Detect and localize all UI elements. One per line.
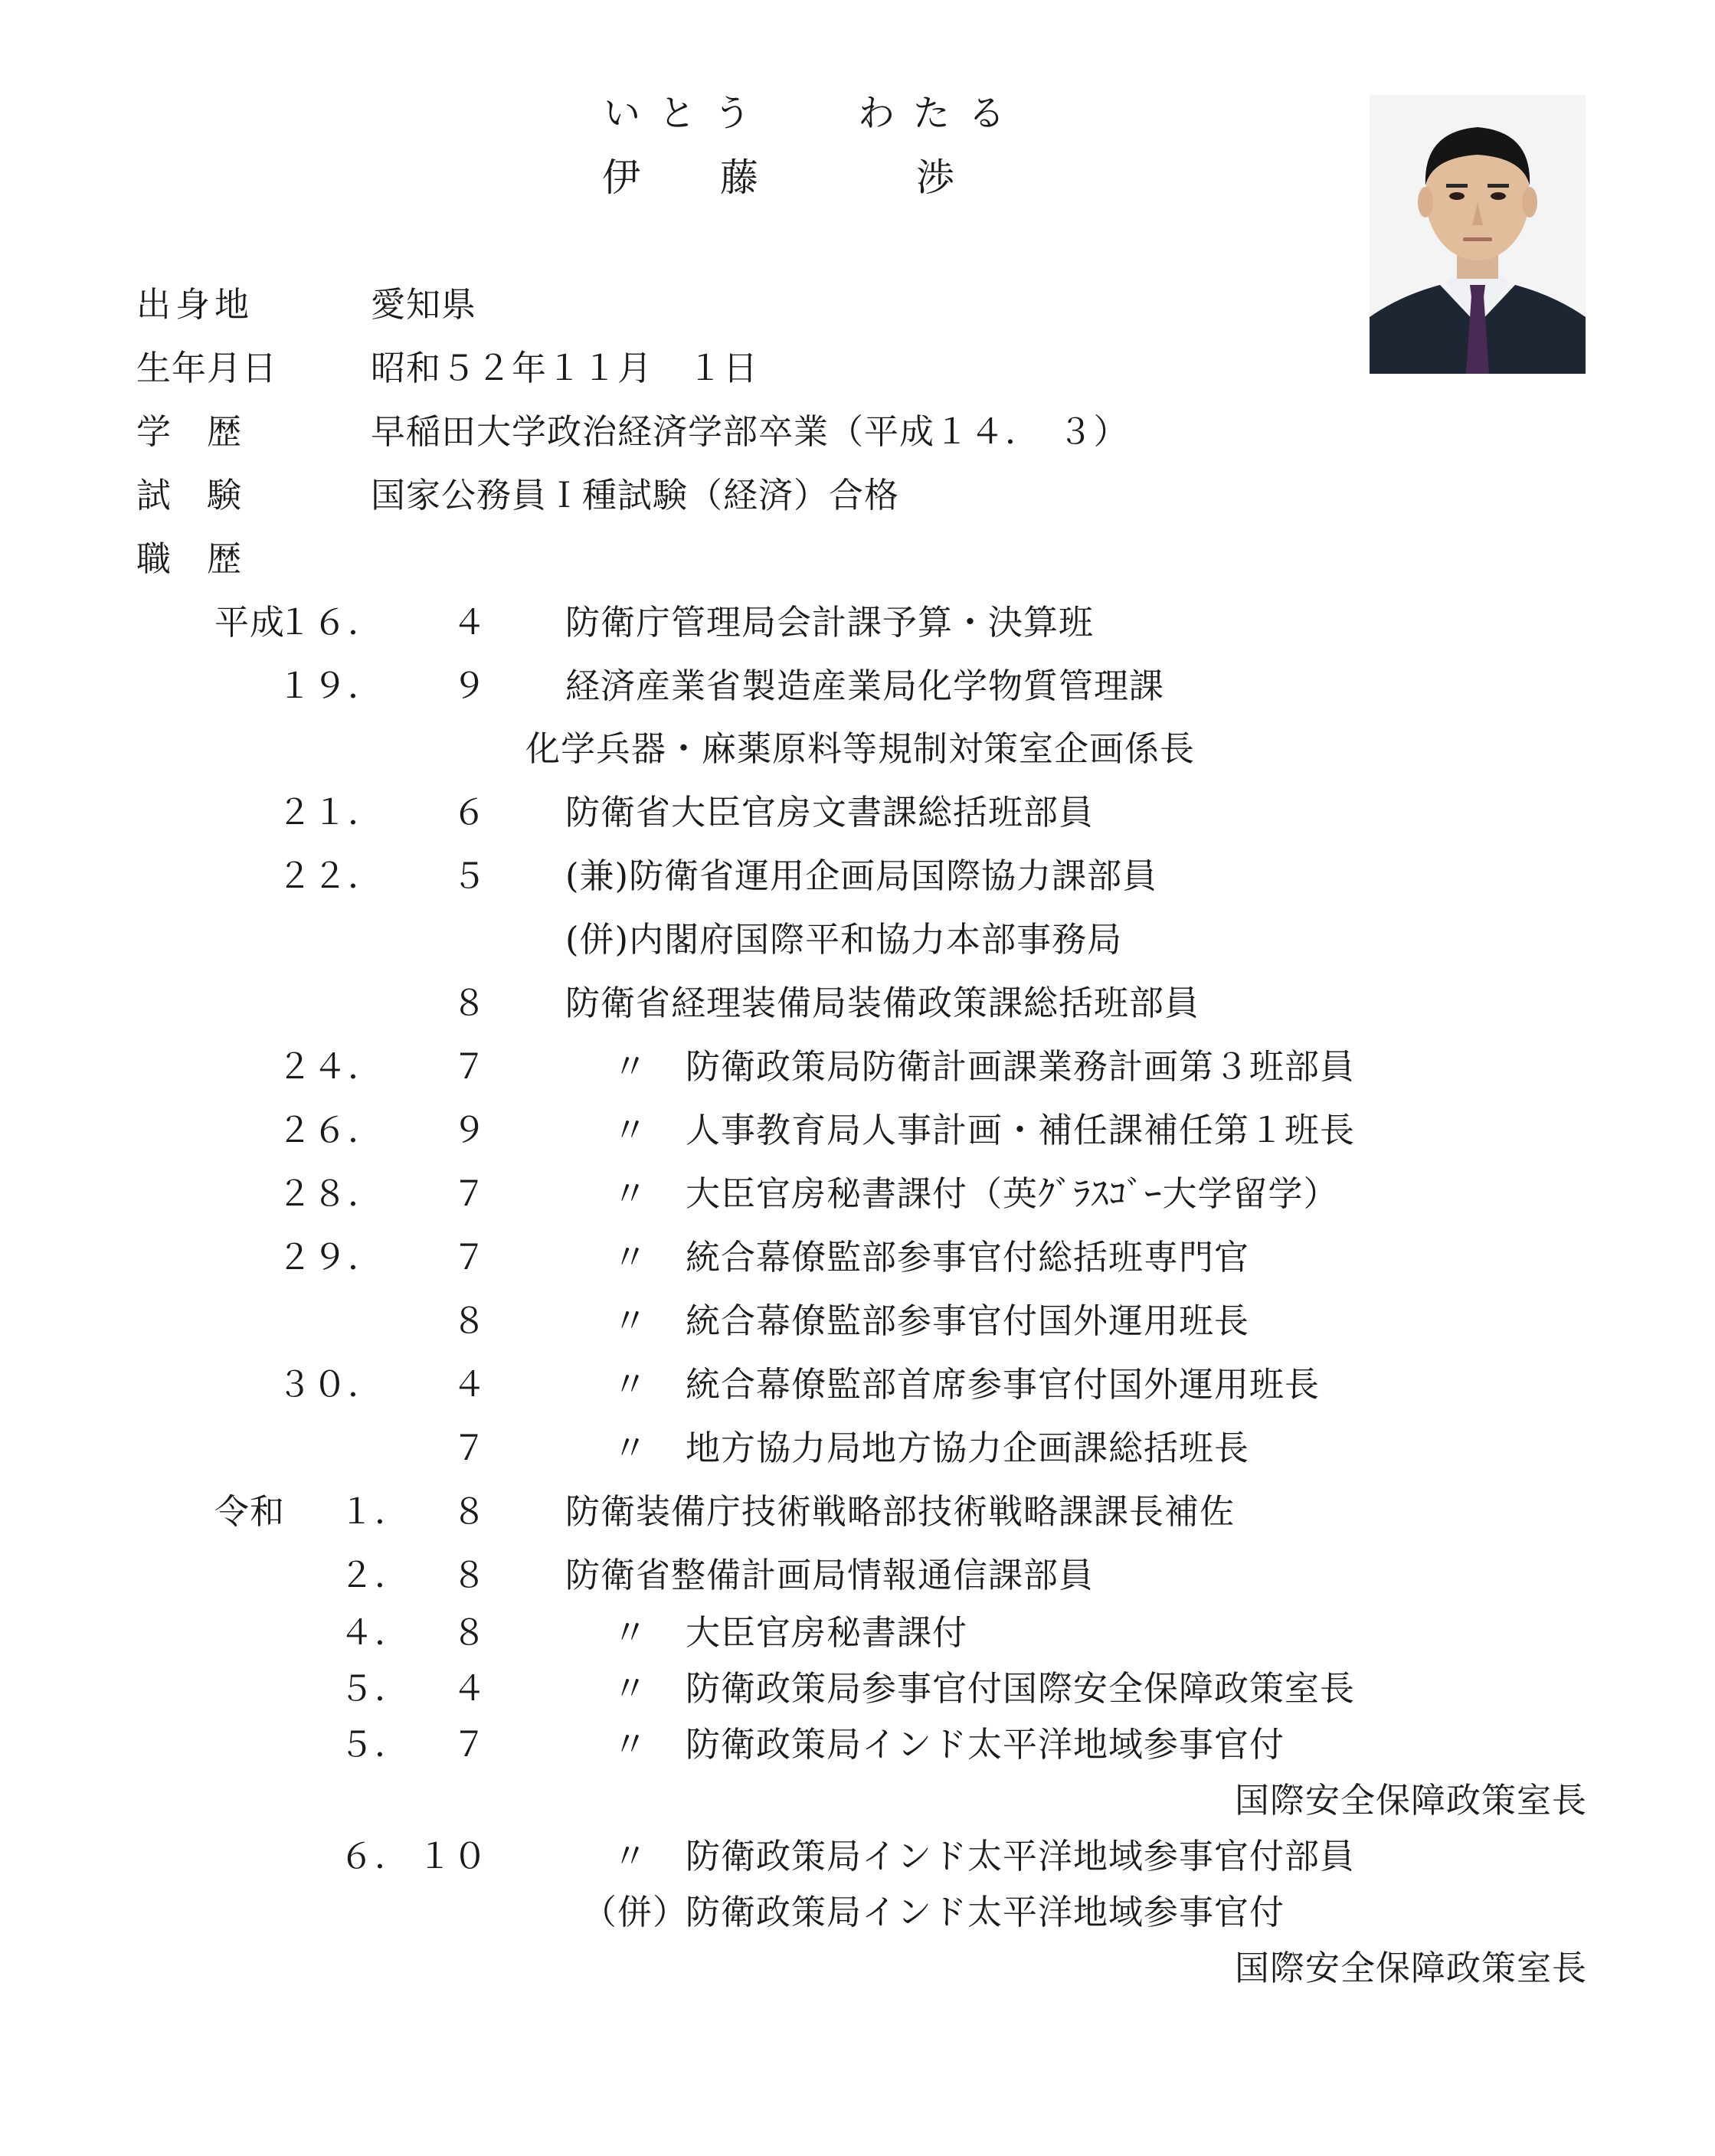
- career-month: ８: [452, 1491, 488, 1532]
- career-ditto: 〃: [613, 1110, 649, 1150]
- career-month: ７: [452, 1428, 488, 1468]
- career-year: ２４．: [277, 1046, 383, 1087]
- career-text: 国際安全保障政策室長: [1234, 1948, 1587, 1988]
- career-month: ６: [452, 792, 488, 833]
- ruby-given: わたる: [858, 92, 1024, 135]
- career-month: ８: [452, 1555, 488, 1595]
- career-text: 防衛省経理装備局装備政策課総括班部員: [565, 983, 1200, 1023]
- career-ditto: （併）: [582, 1892, 689, 1932]
- career-text: (兼)防衛省運用企画局国際協力課部員: [565, 856, 1158, 896]
- career-text: 人事教育局人事計画・補任課補任第１班長: [686, 1110, 1356, 1150]
- label-career: 職 歴: [136, 538, 243, 579]
- career-month: ９: [452, 666, 488, 706]
- career-month: ８: [452, 983, 488, 1023]
- career-text: 統合幕僚監部首席参事官付国外運用班長: [686, 1364, 1321, 1405]
- career-month: ８: [452, 1300, 488, 1341]
- career-month: ４: [452, 602, 488, 643]
- career-ditto: 〃: [613, 1668, 649, 1709]
- name-family-2: 藤: [720, 155, 759, 200]
- portrait-photo: [1370, 95, 1586, 374]
- career-text: (併)内閣府国際平和協力本部事務局: [565, 919, 1123, 960]
- career-ditto: 〃: [613, 1173, 649, 1214]
- career-month: ５: [452, 856, 488, 896]
- career-month: ４: [452, 1668, 488, 1709]
- value-education: 早稲田大学政治経済学部卒業（平成１４． ３）: [371, 411, 1129, 452]
- career-month: ７: [452, 1173, 488, 1214]
- career-ditto: 〃: [613, 1836, 649, 1876]
- career-text: 化学兵器・麻薬原料等規制対策室企画係長: [525, 728, 1195, 769]
- career-month: ７: [452, 1724, 488, 1765]
- career-year: ５．: [339, 1668, 410, 1709]
- career-era: 平成: [214, 602, 286, 643]
- career-year: １９．: [277, 666, 383, 706]
- career-text: 防衛政策局参事官付国際安全保障政策室長: [686, 1668, 1356, 1709]
- name-family-1: 伊: [602, 155, 641, 200]
- career-text: 防衛政策局インド太平洋地域参事官付: [686, 1724, 1285, 1765]
- label-birthdate: 生年月日: [136, 348, 278, 388]
- label-education: 学 歴: [136, 411, 243, 452]
- career-year: ２６．: [277, 1110, 383, 1150]
- career-ditto: 〃: [613, 1300, 649, 1341]
- career-year: ２．: [339, 1555, 410, 1595]
- career-text: 国際安全保障政策室長: [1234, 1780, 1587, 1821]
- career-text: 防衛政策局防衛計画課業務計画第３班部員: [686, 1046, 1356, 1087]
- career-year: ２１．: [277, 792, 383, 833]
- career-month: ７: [452, 1046, 488, 1087]
- value-birthdate: 昭和５２年１１月 １日: [371, 348, 759, 388]
- career-text: 大臣官房秘書課付（英ｸﾞﾗｽｺﾞｰ大学留学）: [686, 1173, 1339, 1214]
- career-text: 統合幕僚監部参事官付総括班専門官: [686, 1237, 1250, 1278]
- career-text: 防衛庁管理局会計課予算・決算班: [565, 602, 1095, 643]
- career-year: １．: [339, 1491, 410, 1532]
- career-year: ２８．: [277, 1173, 383, 1214]
- career-ditto: 〃: [613, 1237, 649, 1278]
- career-ditto: 〃: [613, 1428, 649, 1468]
- career-text: 防衛装備庁技術戦略部技術戦略課課長補佐: [565, 1491, 1236, 1532]
- value-exam: 国家公務員Ｉ種試験（経済）合格: [371, 475, 900, 515]
- career-text: 防衛政策局インド太平洋地域参事官付部員: [686, 1836, 1356, 1876]
- career-text: 防衛政策局インド太平洋地域参事官付: [686, 1892, 1285, 1932]
- career-year: ３０．: [277, 1364, 383, 1405]
- career-ditto: 〃: [613, 1612, 649, 1653]
- career-era: 令和: [214, 1491, 286, 1532]
- career-year: １６．: [277, 602, 383, 643]
- label-exam: 試 験: [136, 475, 243, 515]
- name-given: 渉: [916, 155, 955, 200]
- career-text: 大臣官房秘書課付: [686, 1612, 968, 1653]
- career-year: ６．: [339, 1836, 410, 1876]
- portrait-icon: [1370, 95, 1586, 374]
- career-year: ２９．: [277, 1237, 383, 1278]
- career-month: １０: [417, 1836, 489, 1876]
- career-text: 統合幕僚監部参事官付国外運用班長: [686, 1300, 1250, 1341]
- career-month: ４: [452, 1364, 488, 1405]
- career-year: ２２．: [277, 856, 383, 896]
- career-year: ４．: [339, 1612, 410, 1653]
- career-ditto: 〃: [613, 1046, 649, 1087]
- career-ditto: 〃: [613, 1364, 649, 1405]
- career-text: 地方協力局地方協力企画課総括班長: [686, 1428, 1250, 1468]
- career-month: ８: [452, 1612, 488, 1653]
- value-birthplace: 愛知県: [371, 284, 477, 325]
- career-text: 経済産業省製造産業局化学物質管理課: [565, 666, 1165, 706]
- career-ditto: 〃: [613, 1724, 649, 1765]
- career-month: ７: [452, 1237, 488, 1278]
- ruby-family: いとう: [604, 92, 770, 135]
- label-birthplace: 出身地: [136, 284, 254, 325]
- career-year: ５．: [339, 1724, 410, 1765]
- career-month: ９: [452, 1110, 488, 1150]
- career-text: 防衛省大臣官房文書課総括班部員: [565, 792, 1095, 833]
- career-text: 防衛省整備計画局情報通信課部員: [565, 1555, 1095, 1595]
